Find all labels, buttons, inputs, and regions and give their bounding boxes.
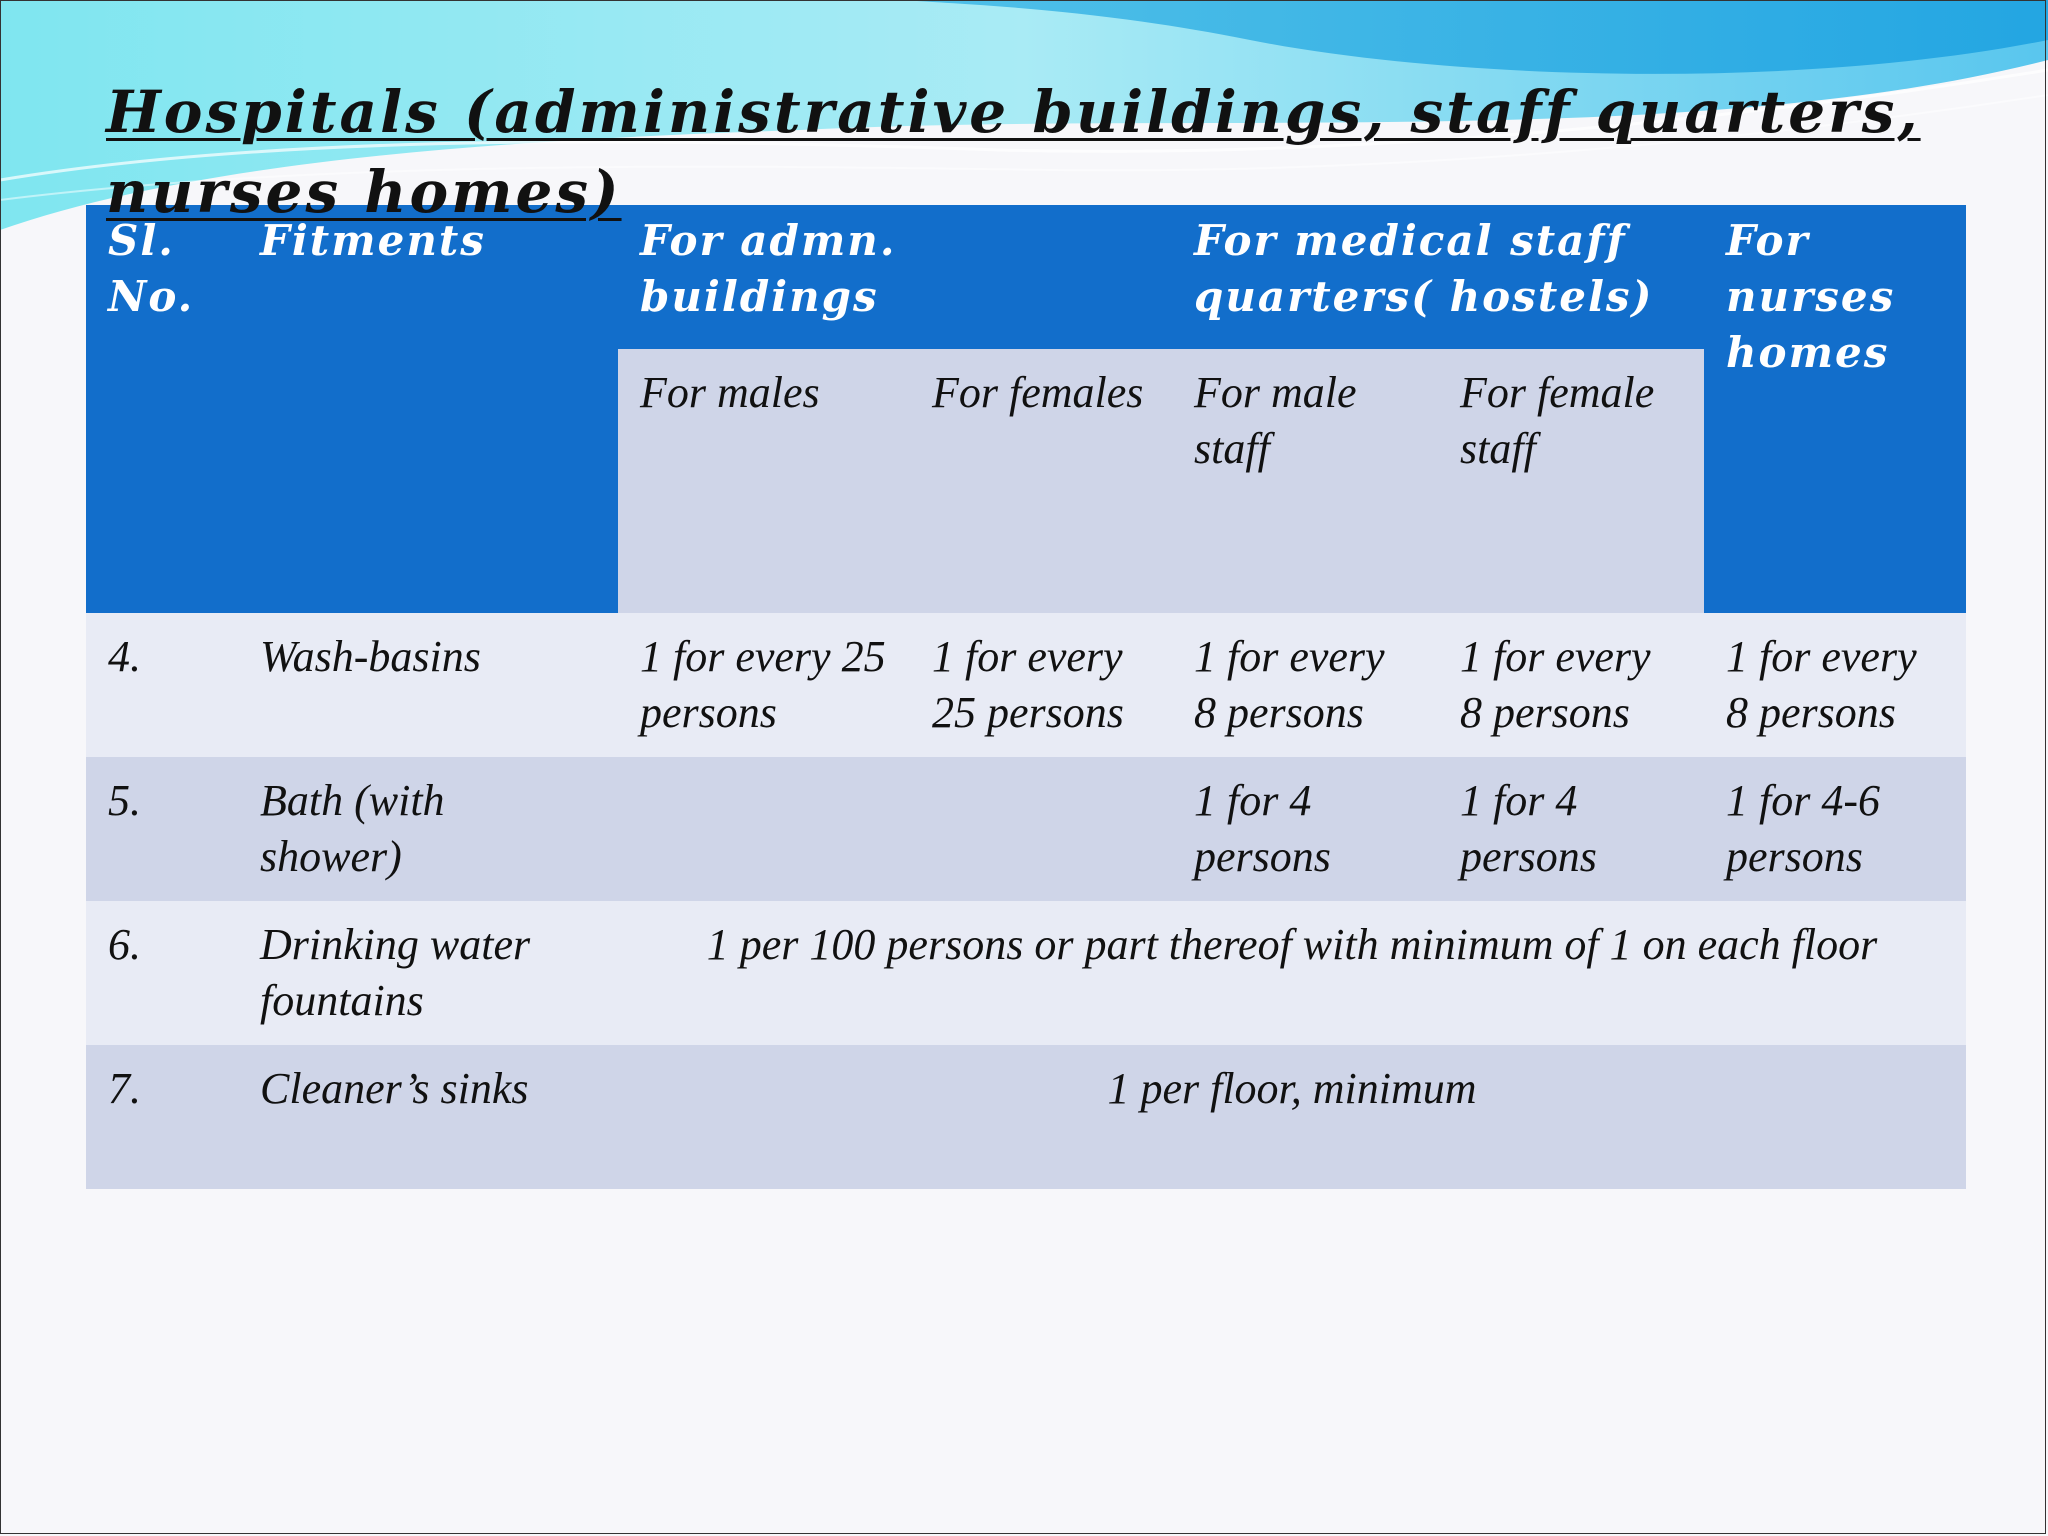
table-row <box>86 901 1966 1045</box>
cell-females <box>910 757 1172 901</box>
header-fitments: Fitments <box>238 205 618 613</box>
table-row <box>86 1045 1966 1189</box>
table-row <box>86 757 1966 901</box>
cell-male-staff: 1 for 4 persons <box>1172 757 1438 901</box>
cell-all-columns: 1 per floor, minimum <box>618 1045 1966 1189</box>
cell-female-staff: 1 for every 8 persons <box>1438 613 1704 757</box>
header-admn-buildings: For admn. buildings <box>618 205 1172 349</box>
cell-males <box>618 757 910 901</box>
cell-fitment: Wash-basins <box>238 613 618 757</box>
cell-no: 7. <box>86 1045 238 1189</box>
subheader-male-staff: For male staff <box>1172 349 1438 613</box>
table-row <box>86 613 1966 757</box>
cell-all-columns: 1 per 100 persons or part thereof with minimum of 1 on each floor <box>618 901 1966 1045</box>
cell-fitment: Bath (with shower) <box>238 757 618 901</box>
cell-fitment: Drinking water fountains <box>238 901 618 1045</box>
subheader-males: For males <box>618 349 910 613</box>
cell-female-staff: 1 for 4 persons <box>1438 757 1704 901</box>
fitments-table <box>86 205 1966 1189</box>
cell-no: 6. <box>86 901 238 1045</box>
cell-nurses: 1 for 4-6 persons <box>1704 757 1966 901</box>
cell-no: 5. <box>86 757 238 901</box>
subheader-female-staff: For female staff <box>1438 349 1704 613</box>
cell-females: 1 for every 25 persons <box>910 613 1172 757</box>
header-medical-staff: For medical staff quarters( hostels) <box>1172 205 1704 349</box>
cell-males: 1 for every 25 persons <box>618 613 910 757</box>
cell-fitment: Cleaner’s sinks <box>238 1045 618 1189</box>
cell-nurses: 1 for every 8 persons <box>1704 613 1966 757</box>
cell-no: 4. <box>86 613 238 757</box>
header-nurses-homes: For nurses homes <box>1704 205 1966 613</box>
header-sl-no: Sl. No. <box>86 205 238 613</box>
subheader-females: For females <box>910 349 1172 613</box>
cell-male-staff: 1 for every 8 persons <box>1172 613 1438 757</box>
slide-title: Hospitals (administrative buildings, staff quarters, nurses homes) <box>106 78 1921 226</box>
